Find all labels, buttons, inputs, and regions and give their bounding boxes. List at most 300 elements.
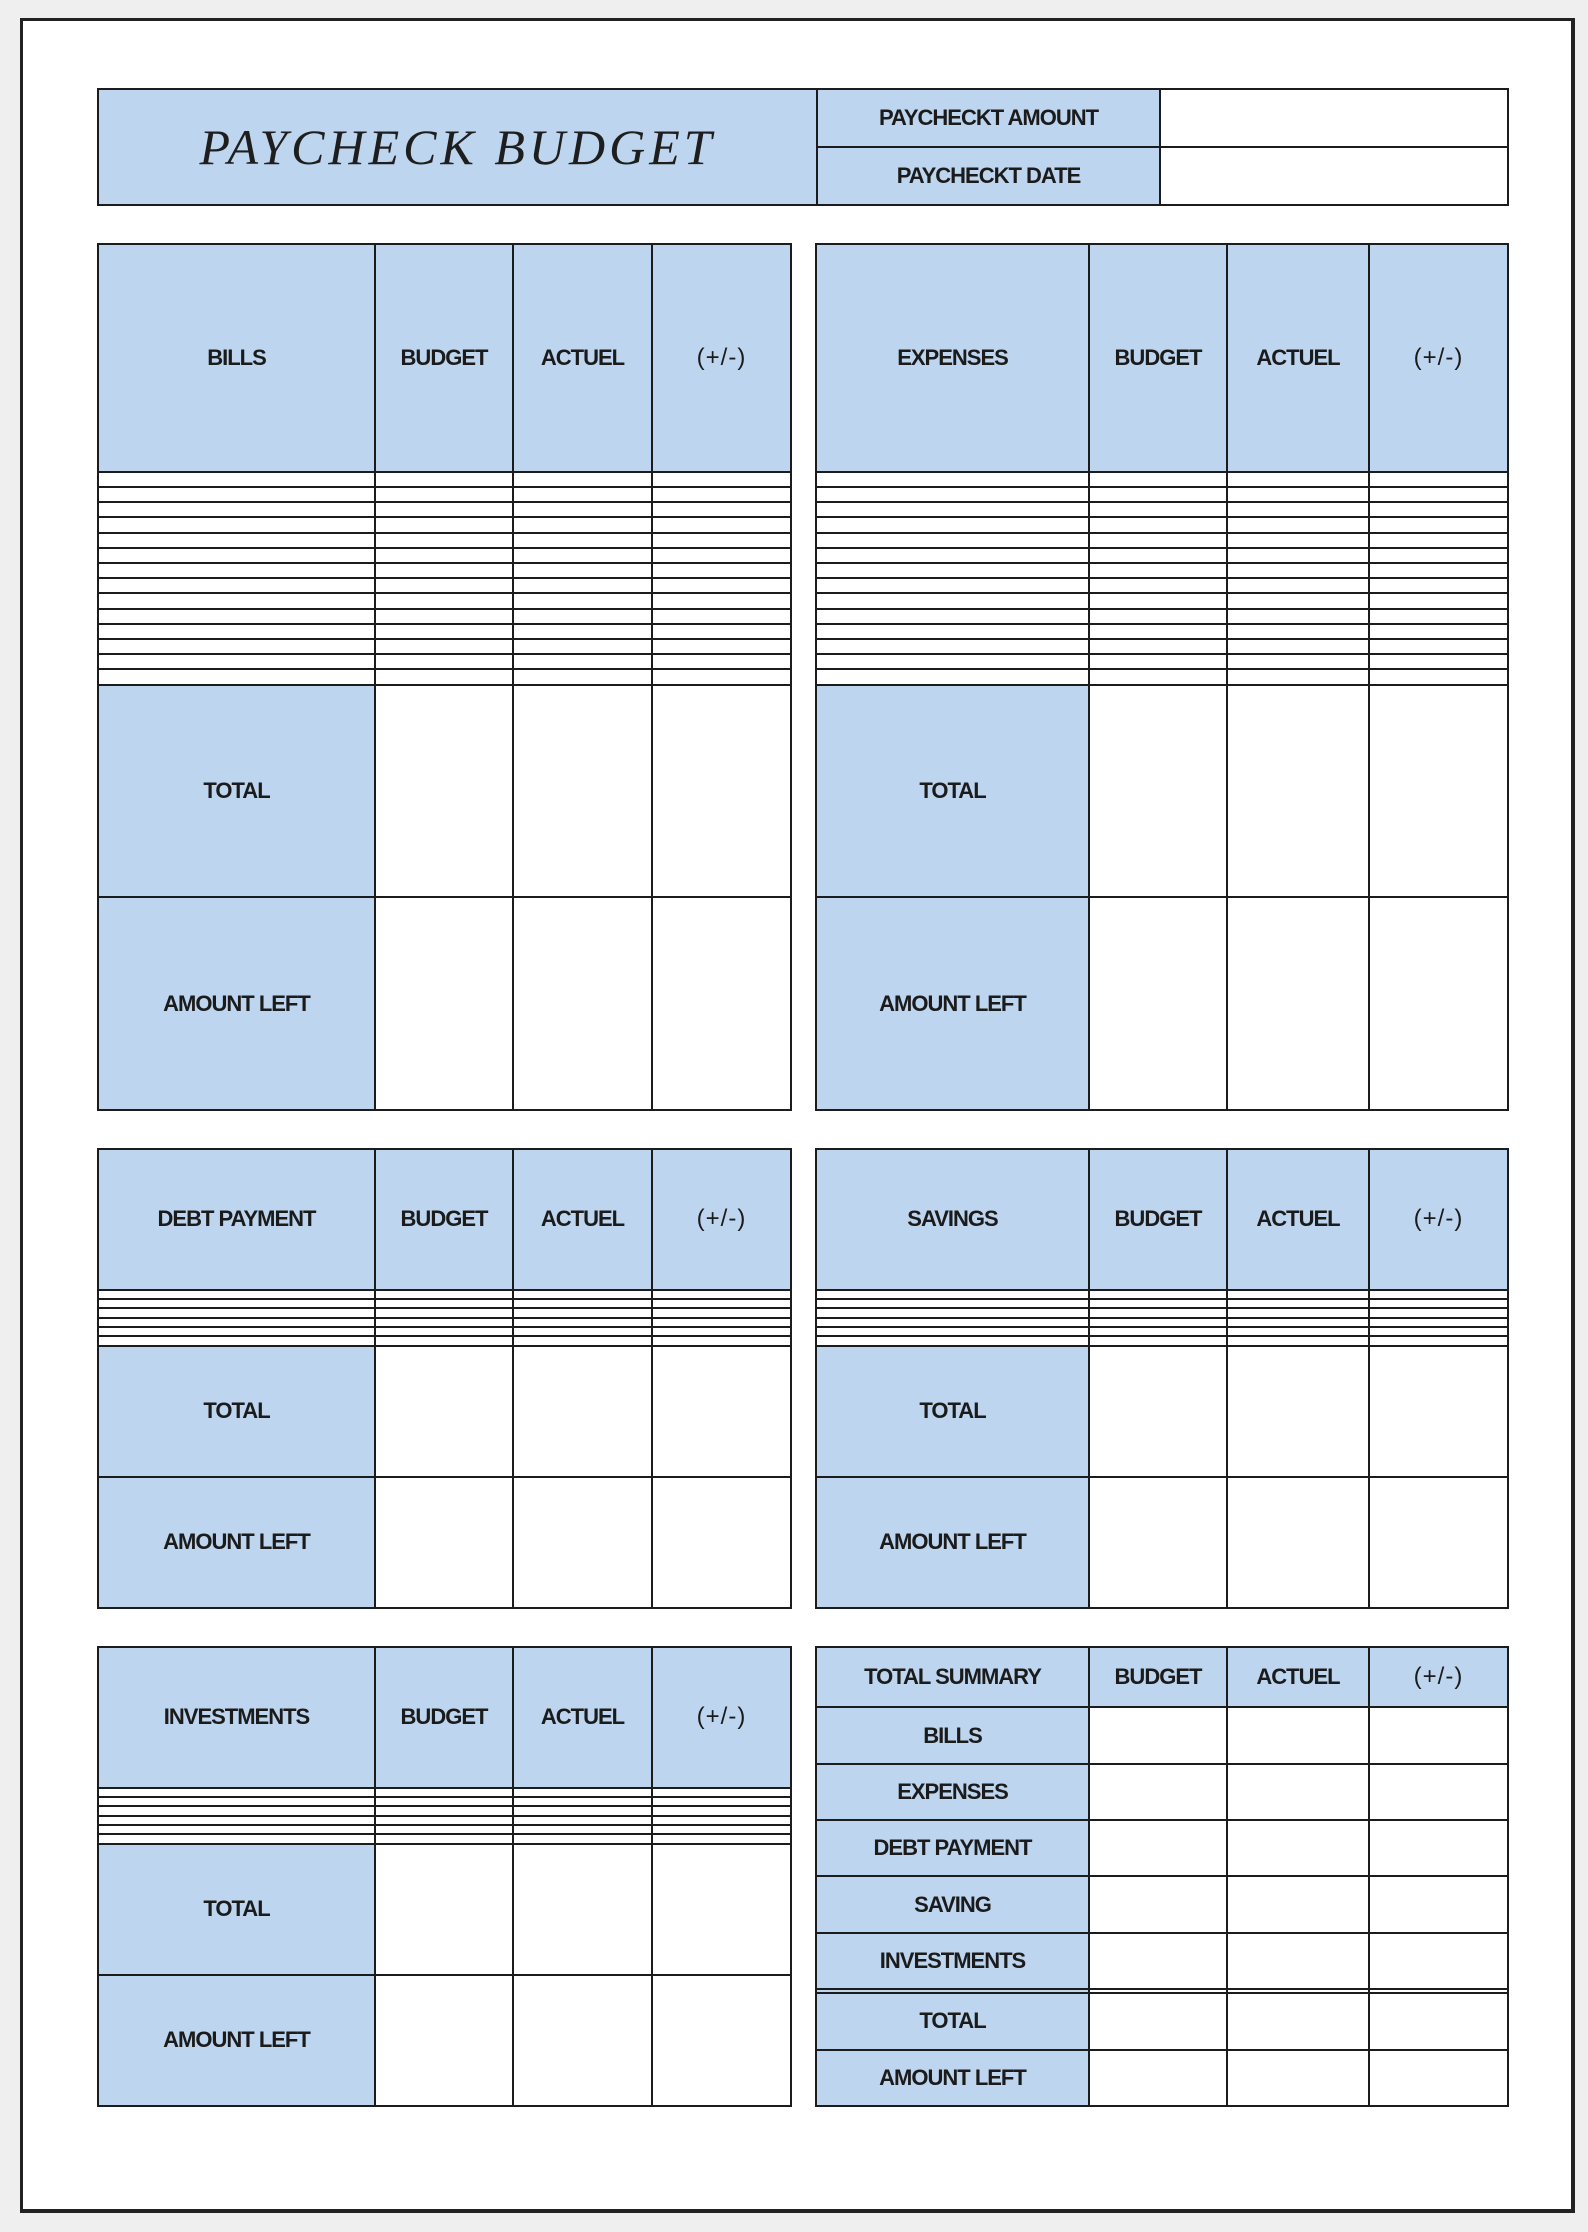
- amount-left-actual-cell[interactable]: [1227, 2050, 1369, 2106]
- amount-left-row: [98, 1477, 791, 1608]
- item-name-cell[interactable]: [816, 578, 1089, 593]
- difference-cell[interactable]: [652, 1816, 791, 1825]
- budget-cell[interactable]: [375, 578, 513, 593]
- total-actual-cell[interactable]: [513, 1844, 652, 1975]
- actual-cell[interactable]: [1227, 1707, 1369, 1763]
- paycheck-date-field[interactable]: [1160, 147, 1508, 205]
- actual-cell[interactable]: [513, 654, 652, 669]
- total-actual-cell[interactable]: [513, 685, 652, 898]
- difference-cell[interactable]: [1369, 487, 1508, 502]
- difference-cell[interactable]: [1369, 472, 1508, 487]
- amount-left-difference-cell[interactable]: [652, 1975, 791, 2106]
- table-row: [816, 1318, 1508, 1327]
- item-name-cell[interactable]: [816, 533, 1089, 548]
- budget-cell[interactable]: [1089, 533, 1227, 548]
- actual-cell[interactable]: [1227, 1876, 1369, 1932]
- amount-left-budget-cell[interactable]: [375, 1975, 513, 2106]
- item-name-cell[interactable]: [98, 502, 375, 517]
- actual-cell[interactable]: [513, 609, 652, 624]
- budget-cell[interactable]: [375, 1318, 513, 1327]
- difference-cell[interactable]: [652, 1825, 791, 1834]
- actual-cell[interactable]: [1227, 1290, 1369, 1299]
- item-name-cell[interactable]: [98, 533, 375, 548]
- actual-column-header: ACTUEL: [513, 1149, 652, 1290]
- budget-cell[interactable]: [375, 1308, 513, 1317]
- table-row: [816, 624, 1508, 639]
- actual-cell[interactable]: [1227, 578, 1369, 593]
- actual-cell[interactable]: [513, 1825, 652, 1834]
- budget-cell[interactable]: [375, 472, 513, 487]
- budget-cell[interactable]: [1089, 1820, 1227, 1876]
- actual-cell[interactable]: [1227, 639, 1369, 654]
- budget-column-header: BUDGET: [1089, 1149, 1227, 1290]
- budget-cell[interactable]: [375, 1825, 513, 1834]
- difference-cell[interactable]: [652, 533, 791, 548]
- actual-cell[interactable]: [513, 548, 652, 563]
- item-name-cell[interactable]: [816, 624, 1089, 639]
- amount-left-difference-cell[interactable]: [652, 897, 791, 1110]
- actual-cell[interactable]: [513, 1336, 652, 1345]
- difference-cell[interactable]: [652, 669, 791, 684]
- actual-cell[interactable]: [513, 1318, 652, 1327]
- amount-left-budget-cell[interactable]: [1089, 2050, 1227, 2106]
- item-name-cell[interactable]: [816, 669, 1089, 684]
- actual-cell[interactable]: [1227, 472, 1369, 487]
- item-name-cell[interactable]: [98, 1834, 375, 1843]
- item-name-cell[interactable]: [98, 1299, 375, 1308]
- difference-cell[interactable]: [652, 1797, 791, 1806]
- page-title: PAYCHECK BUDGET: [98, 89, 817, 205]
- table-row: [98, 517, 791, 532]
- actual-cell[interactable]: [1227, 1308, 1369, 1317]
- item-name-cell[interactable]: [98, 669, 375, 684]
- item-name-cell[interactable]: [816, 1299, 1089, 1308]
- actual-cell[interactable]: [513, 472, 652, 487]
- actual-cell[interactable]: [1227, 1764, 1369, 1820]
- total-actual-cell[interactable]: [1227, 1346, 1369, 1477]
- total-budget-cell[interactable]: [375, 1346, 513, 1477]
- table-row: [816, 472, 1508, 487]
- difference-cell[interactable]: [1369, 1299, 1508, 1308]
- table-row: [98, 472, 791, 487]
- section-header-row: [816, 1149, 1508, 1290]
- difference-cell[interactable]: [652, 1336, 791, 1345]
- actual-cell[interactable]: [513, 1308, 652, 1317]
- budget-cell[interactable]: [1089, 1318, 1227, 1327]
- amount-left-difference-cell[interactable]: [652, 1477, 791, 1608]
- actual-cell[interactable]: [1227, 1299, 1369, 1308]
- budget-cell[interactable]: [375, 609, 513, 624]
- actual-cell[interactable]: [513, 1806, 652, 1815]
- total-row: [98, 1346, 791, 1477]
- amount-left-budget-cell[interactable]: [1089, 897, 1227, 1110]
- total-difference-cell[interactable]: [652, 1346, 791, 1477]
- budget-cell[interactable]: [1089, 548, 1227, 563]
- item-name-cell[interactable]: [98, 1816, 375, 1825]
- amount-left-row: [98, 1975, 791, 2106]
- budget-cell[interactable]: [1089, 578, 1227, 593]
- amount-left-actual-cell[interactable]: [513, 1975, 652, 2106]
- total-budget-cell[interactable]: [375, 685, 513, 898]
- item-name-cell[interactable]: [98, 1318, 375, 1327]
- difference-cell[interactable]: [652, 1834, 791, 1843]
- difference-cell[interactable]: [1369, 639, 1508, 654]
- table-row: [98, 1797, 791, 1806]
- total-budget-cell[interactable]: [375, 1844, 513, 1975]
- difference-cell[interactable]: [652, 1290, 791, 1299]
- amount-left-actual-cell[interactable]: [1227, 897, 1369, 1110]
- total-difference-cell[interactable]: [1369, 1346, 1508, 1477]
- actual-cell[interactable]: [513, 487, 652, 502]
- actual-cell[interactable]: [1227, 533, 1369, 548]
- amount-left-budget-cell[interactable]: [375, 897, 513, 1110]
- item-name-cell[interactable]: [816, 1336, 1089, 1345]
- total-actual-cell[interactable]: [1227, 1993, 1369, 2049]
- amount-left-actual-cell[interactable]: [513, 1477, 652, 1608]
- total-actual-cell[interactable]: [1227, 685, 1369, 898]
- actual-cell[interactable]: [513, 669, 652, 684]
- budget-cell[interactable]: [375, 654, 513, 669]
- amount-left-difference-cell[interactable]: [1369, 897, 1508, 1110]
- budget-column-header: BUDGET: [375, 1647, 513, 1788]
- actual-cell[interactable]: [1227, 624, 1369, 639]
- budget-cell[interactable]: [1089, 1308, 1227, 1317]
- difference-cell[interactable]: [652, 593, 791, 608]
- budget-cell[interactable]: [1089, 1290, 1227, 1299]
- total-actual-cell[interactable]: [513, 1346, 652, 1477]
- budget-cell[interactable]: [375, 533, 513, 548]
- budget-cell[interactable]: [375, 1806, 513, 1815]
- item-name-cell[interactable]: [98, 472, 375, 487]
- difference-cell[interactable]: [652, 487, 791, 502]
- total-budget-cell[interactable]: [1089, 685, 1227, 898]
- difference-cell[interactable]: [652, 563, 791, 578]
- difference-cell[interactable]: [1369, 1707, 1508, 1763]
- item-name-cell[interactable]: [816, 609, 1089, 624]
- difference-column-header: (+/-): [652, 1647, 791, 1788]
- budget-cell[interactable]: [375, 1797, 513, 1806]
- budget-cell[interactable]: [1089, 639, 1227, 654]
- table-row: [816, 1308, 1508, 1317]
- difference-cell[interactable]: [652, 472, 791, 487]
- item-name-cell[interactable]: [98, 1327, 375, 1336]
- total-label: TOTAL: [98, 1844, 375, 1975]
- budget-cell[interactable]: [375, 593, 513, 608]
- table-row: [816, 1876, 1508, 1932]
- budget-column-header: BUDGET: [1089, 1647, 1227, 1707]
- section-header-row: [816, 244, 1508, 472]
- total-difference-cell[interactable]: [652, 1844, 791, 1975]
- difference-cell[interactable]: [1369, 1933, 1508, 1989]
- actual-cell[interactable]: [513, 1834, 652, 1843]
- item-name-cell[interactable]: [816, 593, 1089, 608]
- table-row: [816, 1336, 1508, 1345]
- difference-column-header: (+/-): [1369, 244, 1508, 472]
- item-name-cell[interactable]: [98, 1308, 375, 1317]
- item-name-cell[interactable]: [816, 517, 1089, 532]
- item-name-cell[interactable]: [98, 624, 375, 639]
- budget-cell[interactable]: [375, 563, 513, 578]
- actual-cell[interactable]: [513, 1327, 652, 1336]
- budget-cell[interactable]: [1089, 1327, 1227, 1336]
- item-name-cell[interactable]: [816, 502, 1089, 517]
- amount-left-row: [98, 897, 791, 1110]
- amount-left-actual-cell[interactable]: [1227, 1477, 1369, 1608]
- total-difference-cell[interactable]: [652, 685, 791, 898]
- table-row: [816, 487, 1508, 502]
- difference-cell[interactable]: [1369, 563, 1508, 578]
- difference-cell[interactable]: [652, 578, 791, 593]
- actual-cell[interactable]: [1227, 563, 1369, 578]
- difference-cell[interactable]: [1369, 654, 1508, 669]
- amount-left-label: AMOUNT LEFT: [98, 1975, 375, 2106]
- difference-cell[interactable]: [1369, 1764, 1508, 1820]
- item-name-cell[interactable]: [816, 548, 1089, 563]
- budget-cell[interactable]: [375, 639, 513, 654]
- total-label: TOTAL: [816, 685, 1089, 898]
- difference-cell[interactable]: [1369, 593, 1508, 608]
- difference-cell[interactable]: [1369, 624, 1508, 639]
- budget-cell[interactable]: [1089, 472, 1227, 487]
- table-row: [816, 1764, 1508, 1820]
- total-difference-cell[interactable]: [1369, 1993, 1508, 2049]
- summary-item-label: EXPENSES: [816, 1764, 1089, 1820]
- budget-cell[interactable]: [1089, 624, 1227, 639]
- difference-cell[interactable]: [652, 1308, 791, 1317]
- item-name-cell[interactable]: [98, 1290, 375, 1299]
- total-row: [816, 1993, 1508, 2049]
- difference-cell[interactable]: [1369, 1308, 1508, 1317]
- actual-cell[interactable]: [513, 1788, 652, 1797]
- actual-cell[interactable]: [513, 593, 652, 608]
- difference-cell[interactable]: [1369, 1336, 1508, 1345]
- budget-cell[interactable]: [1089, 487, 1227, 502]
- actual-cell[interactable]: [513, 624, 652, 639]
- actual-cell[interactable]: [1227, 609, 1369, 624]
- header-table: [97, 88, 1509, 206]
- actual-column-header: ACTUEL: [1227, 1149, 1369, 1290]
- amount-left-budget-cell[interactable]: [1089, 1477, 1227, 1608]
- section-title: BILLS: [98, 244, 375, 472]
- amount-left-actual-cell[interactable]: [513, 897, 652, 1110]
- budget-cell[interactable]: [375, 1816, 513, 1825]
- budget-cell[interactable]: [1089, 1933, 1227, 1989]
- item-name-cell[interactable]: [98, 639, 375, 654]
- budget-cell[interactable]: [375, 487, 513, 502]
- total-row: [98, 1844, 791, 1975]
- difference-cell[interactable]: [1369, 1820, 1508, 1876]
- item-name-cell[interactable]: [98, 1825, 375, 1834]
- budget-cell[interactable]: [1089, 502, 1227, 517]
- amount-left-difference-cell[interactable]: [1369, 1477, 1508, 1608]
- budget-cell[interactable]: [1089, 1299, 1227, 1308]
- actual-cell[interactable]: [1227, 502, 1369, 517]
- summary-item-label: SAVING: [816, 1876, 1089, 1932]
- difference-cell[interactable]: [1369, 578, 1508, 593]
- difference-cell[interactable]: [652, 1318, 791, 1327]
- paycheck-date-label: PAYCHECKT DATE: [817, 147, 1160, 205]
- difference-cell[interactable]: [1369, 1318, 1508, 1327]
- table-row: [816, 578, 1508, 593]
- actual-cell[interactable]: [513, 533, 652, 548]
- total-budget-cell[interactable]: [1089, 1993, 1227, 2049]
- table-row: [98, 578, 791, 593]
- section-header-row: [98, 1149, 791, 1290]
- total-budget-cell[interactable]: [1089, 1346, 1227, 1477]
- table-row: [98, 1806, 791, 1815]
- budget-cell[interactable]: [375, 502, 513, 517]
- budget-cell[interactable]: [375, 1788, 513, 1797]
- table-row: [98, 563, 791, 578]
- difference-cell[interactable]: [652, 548, 791, 563]
- actual-cell[interactable]: [513, 502, 652, 517]
- item-name-cell[interactable]: [98, 548, 375, 563]
- item-name-cell[interactable]: [816, 639, 1089, 654]
- budget-cell[interactable]: [1089, 1336, 1227, 1345]
- amount-left-row: [816, 2050, 1508, 2106]
- budget-cell[interactable]: [1089, 1707, 1227, 1763]
- budget-cell[interactable]: [1089, 609, 1227, 624]
- total-difference-cell[interactable]: [1369, 685, 1508, 898]
- actual-cell[interactable]: [1227, 1327, 1369, 1336]
- difference-cell[interactable]: [652, 1806, 791, 1815]
- difference-cell[interactable]: [652, 1299, 791, 1308]
- budget-cell[interactable]: [375, 1299, 513, 1308]
- table-row: [98, 593, 791, 608]
- item-name-cell[interactable]: [98, 1336, 375, 1345]
- difference-cell[interactable]: [1369, 1876, 1508, 1932]
- budget-cell[interactable]: [375, 1290, 513, 1299]
- table-row: [98, 1327, 791, 1336]
- budget-cell[interactable]: [1089, 669, 1227, 684]
- item-name-cell[interactable]: [816, 563, 1089, 578]
- budget-cell[interactable]: [375, 669, 513, 684]
- budget-cell[interactable]: [1089, 1876, 1227, 1932]
- difference-cell[interactable]: [652, 639, 791, 654]
- actual-cell[interactable]: [513, 1290, 652, 1299]
- item-name-cell[interactable]: [816, 1318, 1089, 1327]
- budget-cell[interactable]: [375, 548, 513, 563]
- actual-cell[interactable]: [1227, 517, 1369, 532]
- difference-cell[interactable]: [1369, 533, 1508, 548]
- paycheck-amount-field[interactable]: [1160, 89, 1508, 147]
- amount-left-difference-cell[interactable]: [1369, 2050, 1508, 2106]
- item-name-cell[interactable]: [98, 563, 375, 578]
- actual-column-header: ACTUEL: [513, 1647, 652, 1788]
- actual-cell[interactable]: [513, 639, 652, 654]
- table-row: [98, 1318, 791, 1327]
- table-row: [98, 1308, 791, 1317]
- difference-cell[interactable]: [652, 502, 791, 517]
- debt-payment-table: [97, 1148, 792, 1609]
- item-name-cell[interactable]: [98, 1806, 375, 1815]
- actual-cell[interactable]: [513, 578, 652, 593]
- difference-column-header: (+/-): [1369, 1149, 1508, 1290]
- table-row: [816, 669, 1508, 684]
- section-header-row: [816, 1647, 1508, 1707]
- table-row: [98, 639, 791, 654]
- item-name-cell[interactable]: [816, 654, 1089, 669]
- actual-cell[interactable]: [513, 1816, 652, 1825]
- difference-cell[interactable]: [652, 609, 791, 624]
- actual-cell[interactable]: [513, 563, 652, 578]
- investments-table: [97, 1646, 792, 2107]
- actual-cell[interactable]: [1227, 548, 1369, 563]
- item-name-cell[interactable]: [816, 472, 1089, 487]
- difference-cell[interactable]: [1369, 669, 1508, 684]
- table-row: [816, 1327, 1508, 1336]
- budget-cell[interactable]: [1089, 654, 1227, 669]
- budget-cell[interactable]: [1089, 1764, 1227, 1820]
- section-title: TOTAL SUMMARY: [816, 1647, 1089, 1707]
- difference-cell[interactable]: [652, 1327, 791, 1336]
- summary-item-label: INVESTMENTS: [816, 1933, 1089, 1989]
- item-name-cell[interactable]: [98, 654, 375, 669]
- table-row: [816, 1299, 1508, 1308]
- actual-cell[interactable]: [1227, 669, 1369, 684]
- budget-cell[interactable]: [1089, 563, 1227, 578]
- item-name-cell[interactable]: [816, 1290, 1089, 1299]
- item-name-cell[interactable]: [98, 1788, 375, 1797]
- actual-cell[interactable]: [513, 1299, 652, 1308]
- actual-cell[interactable]: [1227, 487, 1369, 502]
- item-name-cell[interactable]: [98, 609, 375, 624]
- difference-cell[interactable]: [652, 654, 791, 669]
- budget-cell[interactable]: [1089, 517, 1227, 532]
- actual-cell[interactable]: [513, 1797, 652, 1806]
- actual-cell[interactable]: [1227, 654, 1369, 669]
- budget-cell[interactable]: [1089, 593, 1227, 608]
- budget-cell[interactable]: [375, 517, 513, 532]
- difference-cell[interactable]: [1369, 502, 1508, 517]
- total-row: [816, 685, 1508, 898]
- item-name-cell[interactable]: [98, 1797, 375, 1806]
- table-row: [98, 654, 791, 669]
- budget-cell[interactable]: [375, 1327, 513, 1336]
- difference-cell[interactable]: [652, 624, 791, 639]
- item-name-cell[interactable]: [816, 1308, 1089, 1317]
- item-name-cell[interactable]: [98, 578, 375, 593]
- difference-cell[interactable]: [652, 1788, 791, 1797]
- table-row: [816, 1820, 1508, 1876]
- budget-cell[interactable]: [375, 624, 513, 639]
- budget-cell[interactable]: [375, 1834, 513, 1843]
- table-row: [98, 548, 791, 563]
- table-row: [816, 502, 1508, 517]
- difference-cell[interactable]: [1369, 1327, 1508, 1336]
- difference-cell[interactable]: [652, 517, 791, 532]
- actual-cell[interactable]: [1227, 1336, 1369, 1345]
- difference-cell[interactable]: [1369, 517, 1508, 532]
- amount-left-budget-cell[interactable]: [375, 1477, 513, 1608]
- table-row: [816, 1933, 1508, 1989]
- item-name-cell[interactable]: [98, 593, 375, 608]
- difference-cell[interactable]: [1369, 1290, 1508, 1299]
- actual-cell[interactable]: [513, 517, 652, 532]
- actual-cell[interactable]: [1227, 1933, 1369, 1989]
- item-name-cell[interactable]: [98, 517, 375, 532]
- item-name-cell[interactable]: [816, 1327, 1089, 1336]
- difference-cell[interactable]: [1369, 548, 1508, 563]
- actual-cell[interactable]: [1227, 1318, 1369, 1327]
- item-name-cell[interactable]: [816, 487, 1089, 502]
- section-title: SAVINGS: [816, 1149, 1089, 1290]
- budget-cell[interactable]: [375, 1336, 513, 1345]
- difference-cell[interactable]: [1369, 609, 1508, 624]
- actual-cell[interactable]: [1227, 1820, 1369, 1876]
- item-name-cell[interactable]: [98, 487, 375, 502]
- actual-cell[interactable]: [1227, 593, 1369, 608]
